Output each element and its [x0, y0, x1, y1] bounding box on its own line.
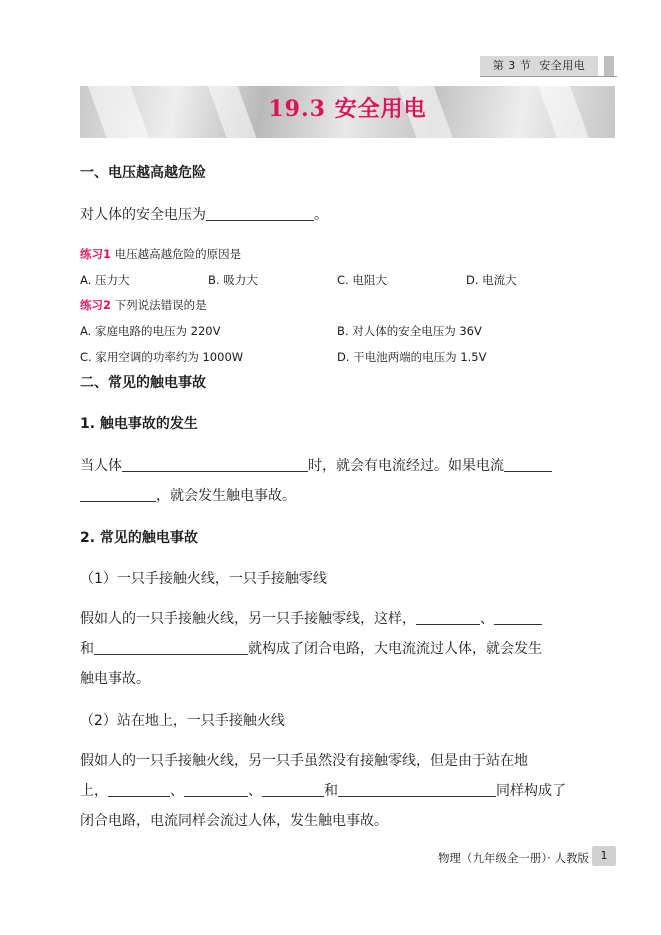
section-tab-edge [604, 56, 614, 76]
answer-blank[interactable] [108, 782, 170, 797]
answer-blank[interactable] [184, 782, 248, 797]
section-heading-accidents: 二、常见的触电事故 [80, 375, 206, 391]
option-d: D. 电流大 [466, 273, 517, 287]
paragraph-text: 当人体 [80, 458, 122, 474]
section-heading-voltage: 一、电压越高越危险 [80, 165, 206, 181]
paragraph-line [80, 608, 542, 628]
question-text: 下列说法错误的是 [114, 298, 207, 312]
subsection-title-1: 1. 触电事故的发生 [80, 416, 198, 432]
answer-blank[interactable] [494, 610, 542, 625]
question-text: 电压越高越危险的原因是 [114, 247, 242, 261]
answer-blank[interactable] [504, 457, 552, 472]
section-number: 第 3 节 [492, 59, 532, 72]
answer-blank[interactable] [206, 206, 314, 221]
section-tab [480, 56, 598, 76]
paragraph-text: 和 [324, 783, 338, 799]
separator: 、 [480, 611, 494, 627]
answer-blank[interactable] [122, 457, 308, 472]
safe-voltage-sentence [80, 204, 328, 224]
exercise-2-question [80, 297, 207, 313]
paragraph-text: 假如人的一只手接触火线，另一只手接触零线，这样， [80, 611, 416, 627]
separator: 、 [248, 783, 262, 799]
sentence-text: 对人体的安全电压为 [80, 207, 206, 223]
option-a: A. 压力大 [80, 273, 130, 287]
footer-book-title: 物理（九年级全一册）· 人教版 [437, 851, 589, 865]
paragraph-line [80, 638, 542, 658]
paragraph-line: 触电事故。 [80, 671, 150, 687]
exercise-tag: 练习2 [80, 298, 112, 312]
sentence-text: 。 [314, 207, 328, 223]
paragraph-line: 闭合电路，电流同样会流过人体，发生触电事故。 [80, 813, 388, 829]
answer-blank[interactable] [80, 487, 156, 502]
paragraph-text: 上， [80, 783, 108, 799]
option-d: D. 干电池两端的电压为 1.5V [337, 350, 487, 364]
paragraph-text: 和 [80, 641, 94, 657]
answer-blank[interactable] [94, 640, 248, 655]
exercise-tag: 练习1 [80, 247, 112, 261]
case-1-title: （1）一只手接触火线，一只手接触零线 [80, 571, 327, 587]
option-c: C. 电阻大 [337, 273, 387, 287]
paragraph-line [80, 780, 566, 800]
option-c: C. 家用空调的功率约为 1000W [80, 350, 244, 364]
paragraph-line [80, 455, 552, 475]
subsection-title-2: 2. 常见的触电事故 [80, 530, 198, 546]
page-number: 1 [592, 846, 616, 866]
header-rule [480, 76, 617, 77]
title-banner [80, 86, 615, 138]
exercise-1-question [80, 246, 241, 262]
section-name: 安全用电 [539, 59, 586, 72]
paragraph-line [80, 485, 296, 505]
paragraph-text: 同样构成了 [496, 783, 566, 799]
answer-blank[interactable] [416, 610, 480, 625]
paragraph-text: 就构成了闭合电路，大电流流过人体，就会发生 [248, 641, 542, 657]
case-2-title: （2）站在地上，一只手接触火线 [80, 713, 285, 729]
paragraph-text: ，就会发生触电事故。 [156, 488, 296, 504]
page-title: 19.3 安全用电 [268, 96, 427, 122]
option-b: B. 吸力大 [208, 273, 258, 287]
paragraph-text: 时，就会有电流经过。如果电流 [308, 458, 504, 474]
separator: 、 [170, 783, 184, 799]
answer-blank[interactable] [262, 782, 324, 797]
answer-blank[interactable] [338, 782, 496, 797]
paragraph-line: 假如人的一只手接触火线，另一只手虽然没有接触零线，但是由于站在地 [80, 753, 528, 769]
option-a: A. 家庭电路的电压为 220V [80, 324, 221, 338]
option-b: B. 对人体的安全电压为 36V [337, 324, 482, 338]
